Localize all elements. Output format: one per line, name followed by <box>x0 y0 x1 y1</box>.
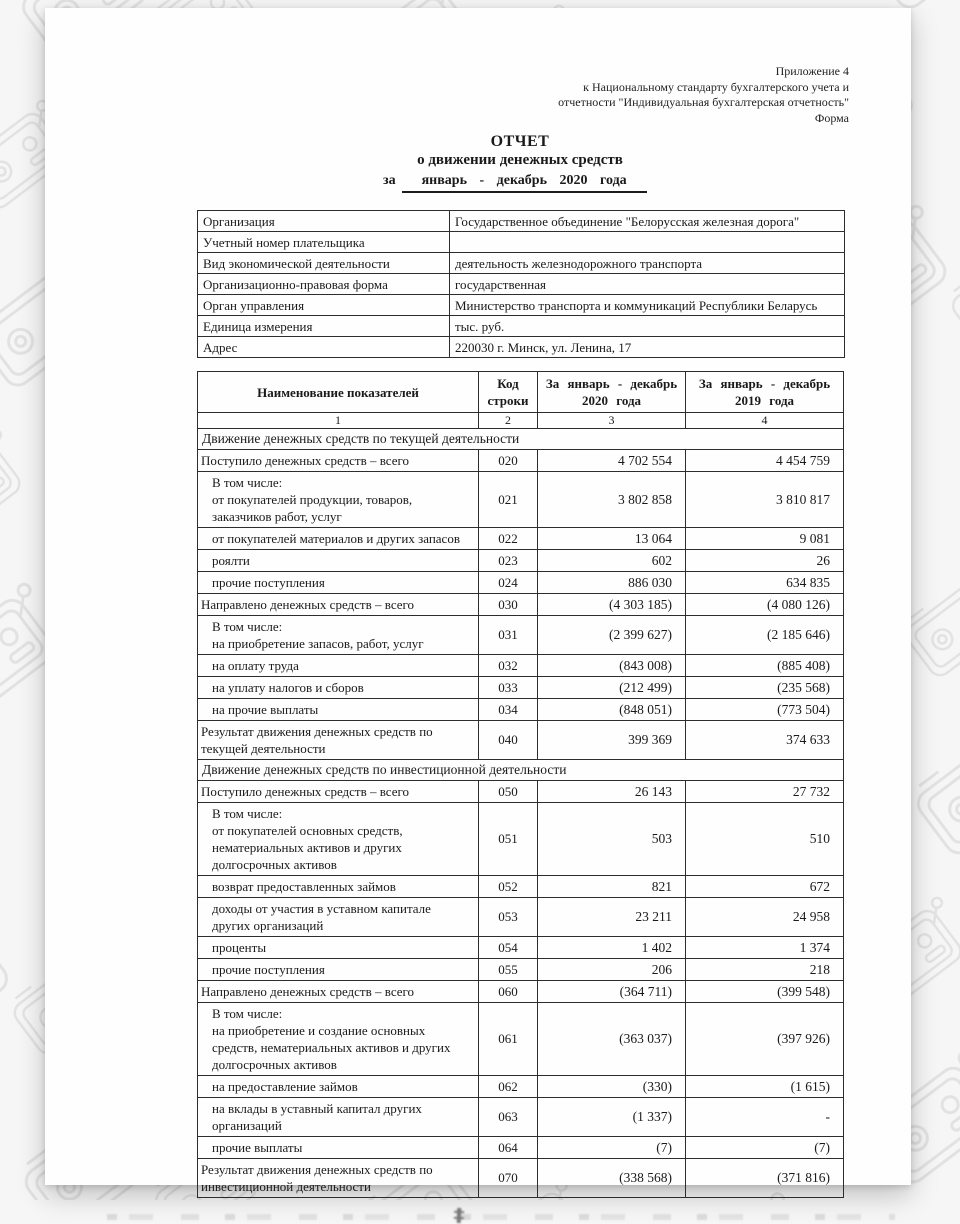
row-value-2019-cell: 3 810 817 <box>686 472 844 528</box>
row-name-cell <box>198 937 479 959</box>
row-value-2020-cell: 1 402 <box>538 937 686 959</box>
row-name-cell <box>198 550 479 572</box>
row-value-2019-cell: 9 081 <box>686 528 844 550</box>
org-info-value: тыс. руб. <box>450 316 845 337</box>
table-row <box>198 937 844 959</box>
col-number-2: 2 <box>479 413 538 429</box>
row-code-cell: 055 <box>479 959 538 981</box>
period-prefix: за <box>383 173 396 188</box>
row-name-line: Результат движения денежных средств по <box>201 724 433 739</box>
row-name-line: средств, нематериальных активов и других <box>212 1040 451 1055</box>
org-info-value: Государственное объединение "Белорусская железная дорога" <box>450 211 845 232</box>
row-name-line: прочие выплаты <box>212 1140 303 1155</box>
row-name-cell <box>198 1003 479 1076</box>
row-code-cell: 050 <box>479 781 538 803</box>
row-name-line: Направлено денежных средств – всего <box>201 597 415 612</box>
row-value-2020-cell: 821 <box>538 876 686 898</box>
document-subtitle: о движении денежных средств <box>417 152 623 168</box>
row-name-line: на оплату труда <box>212 658 299 673</box>
row-value-2020-cell: 399 369 <box>538 721 686 760</box>
row-value-2020-cell: 206 <box>538 959 686 981</box>
row-code-cell: 061 <box>479 1003 538 1076</box>
row-code-cell: 023 <box>479 550 538 572</box>
row-value-2019-cell: (397 926) <box>686 1003 844 1076</box>
row-value-2020-cell: (338 568) <box>538 1159 686 1198</box>
row-name-line: от покупателей материалов и других запасов <box>212 531 460 546</box>
row-value-2020-cell: 13 064 <box>538 528 686 550</box>
row-value-2020-cell: (364 711) <box>538 981 686 1003</box>
row-value-2019-cell: 218 <box>686 959 844 981</box>
row-name-line: на приобретение и создание основных <box>212 1023 426 1038</box>
table-row <box>198 721 844 760</box>
row-code-cell: 040 <box>479 721 538 760</box>
table-row <box>198 981 844 1003</box>
row-name-line: от покупателей основных средств, <box>212 823 403 838</box>
col-header-code <box>479 372 538 413</box>
row-value-2020-cell: (843 008) <box>538 655 686 677</box>
row-value-2019-cell: 510 <box>686 803 844 876</box>
scan-artifact-streaks <box>107 1214 895 1220</box>
row-name-cell <box>198 803 479 876</box>
row-name-cell <box>198 699 479 721</box>
row-name-line: на прочие выплаты <box>212 702 319 717</box>
org-info-label: Единица измерения <box>198 316 450 337</box>
annex-block <box>45 64 911 126</box>
table-row <box>198 572 844 594</box>
org-info-table <box>197 210 845 358</box>
row-code-cell: 030 <box>479 594 538 616</box>
row-code-cell: 063 <box>479 1098 538 1137</box>
row-name-cell <box>198 959 479 981</box>
row-value-2020-cell: 23 211 <box>538 898 686 937</box>
row-name-cell <box>198 677 479 699</box>
scan-artifact-mark <box>457 1208 462 1223</box>
row-name-line: Поступило денежных средств – всего <box>201 453 410 468</box>
table-row <box>198 677 844 699</box>
org-info-label: Адрес <box>198 337 450 358</box>
col-header-name: Наименование показателей <box>198 372 479 413</box>
table-row <box>198 1137 844 1159</box>
row-intro: В том числе: <box>212 1006 283 1021</box>
row-value-2019-cell: 26 <box>686 550 844 572</box>
section-row <box>198 429 844 450</box>
row-name-line: от покупателей продукции, товаров, <box>212 492 413 507</box>
row-value-2019-cell: (235 568) <box>686 677 844 699</box>
row-value-2020-cell: 602 <box>538 550 686 572</box>
row-value-2020-cell: (7) <box>538 1137 686 1159</box>
row-code-cell: 052 <box>479 876 538 898</box>
table-row <box>198 1076 844 1098</box>
section-label: Движение денежных средств по текущей деятельности <box>198 429 844 450</box>
col-number-3: 3 <box>538 413 686 429</box>
org-info-value: государственная <box>450 274 845 295</box>
org-info-value: Министерство транспорта и коммуникаций Республики Беларусь <box>450 295 845 316</box>
row-code-cell: 033 <box>479 677 538 699</box>
row-name-line: текущей деятельности <box>201 741 326 756</box>
row-value-2020-cell: 4 702 554 <box>538 450 686 472</box>
table-row <box>198 781 844 803</box>
row-name-line: на вклады в уставный капитал других <box>212 1101 422 1116</box>
row-value-2019-cell: 634 835 <box>686 572 844 594</box>
table-row <box>198 1159 844 1198</box>
col-header-code-line1: Код <box>497 376 519 391</box>
row-value-2019-cell: (371 816) <box>686 1159 844 1198</box>
cash-flow-table-body <box>198 429 844 1198</box>
row-code-cell: 022 <box>479 528 538 550</box>
row-name-line: возврат предоставленных займов <box>212 879 396 894</box>
report-period <box>383 171 911 193</box>
row-name-cell <box>198 594 479 616</box>
row-name-line: доходы от участия в уставном капитале <box>212 901 431 916</box>
column-numbering-row <box>198 413 844 429</box>
table-row <box>198 803 844 876</box>
row-name-cell <box>198 528 479 550</box>
row-value-2019-cell: (1 615) <box>686 1076 844 1098</box>
table-header-row <box>198 372 844 413</box>
row-name-cell <box>198 898 479 937</box>
row-code-cell: 031 <box>479 616 538 655</box>
row-value-2019-cell: (773 504) <box>686 699 844 721</box>
table-row <box>198 616 844 655</box>
org-info-label: Учетный номер плательщика <box>198 232 450 253</box>
row-code-cell: 062 <box>479 1076 538 1098</box>
row-value-2020-cell: (2 399 627) <box>538 616 686 655</box>
annex-line-2: к Национальному стандарту бухгалтерского учета и <box>583 79 849 94</box>
table-row <box>198 550 844 572</box>
row-name-line: Направлено денежных средств – всего <box>201 984 415 999</box>
row-value-2020-cell: 886 030 <box>538 572 686 594</box>
table-row <box>198 699 844 721</box>
period-value: январь - декабрь 2020 года <box>402 171 647 193</box>
org-info-row <box>198 337 845 358</box>
row-value-2020-cell: (848 051) <box>538 699 686 721</box>
row-name-cell <box>198 1137 479 1159</box>
col-header-2020-line2: 2020 года <box>581 393 642 408</box>
row-value-2020-cell: (212 499) <box>538 677 686 699</box>
row-name-line: Поступило денежных средств – всего <box>201 784 410 799</box>
row-value-2019-cell: (885 408) <box>686 655 844 677</box>
row-value-2019-cell: (2 185 646) <box>686 616 844 655</box>
row-value-2019-cell: 374 633 <box>686 721 844 760</box>
org-info-label: Организационно-правовая форма <box>198 274 450 295</box>
org-info-label: Вид экономической деятельности <box>198 253 450 274</box>
row-name-line: инвестиционной деятельности <box>201 1179 371 1194</box>
table-row <box>198 1098 844 1137</box>
section-row <box>198 760 844 781</box>
row-name-cell <box>198 981 479 1003</box>
row-code-cell: 021 <box>479 472 538 528</box>
row-intro: В том числе: <box>212 619 283 634</box>
col-number-4: 4 <box>686 413 844 429</box>
col-number-1: 1 <box>198 413 479 429</box>
row-name-line: других организаций <box>212 918 324 933</box>
row-name-cell <box>198 616 479 655</box>
row-value-2020-cell: (1 337) <box>538 1098 686 1137</box>
org-info-row <box>198 274 845 295</box>
row-name-line: на уплату налогов и сборов <box>212 680 364 695</box>
row-code-cell: 060 <box>479 981 538 1003</box>
row-name-line: прочие поступления <box>212 575 325 590</box>
form-label: Форма <box>814 110 849 125</box>
table-row <box>198 528 844 550</box>
row-name-line: нематериальных активов и других <box>212 840 402 855</box>
row-value-2020-cell: 503 <box>538 803 686 876</box>
row-value-2019-cell: (4 080 126) <box>686 594 844 616</box>
row-code-cell: 053 <box>479 898 538 937</box>
org-info-value: деятельность железнодорожного транспорта <box>450 253 845 274</box>
org-info-row <box>198 211 845 232</box>
org-info-row <box>198 253 845 274</box>
row-code-cell: 070 <box>479 1159 538 1198</box>
title-block <box>87 132 953 169</box>
row-name-line: организаций <box>212 1118 282 1133</box>
row-code-cell: 034 <box>479 699 538 721</box>
row-value-2020-cell: (330) <box>538 1076 686 1098</box>
table-row <box>198 594 844 616</box>
row-name-cell <box>198 1159 479 1198</box>
row-name-cell <box>198 472 479 528</box>
cash-flow-table <box>197 371 844 1198</box>
row-name-cell <box>198 781 479 803</box>
row-value-2019-cell: 4 454 759 <box>686 450 844 472</box>
org-info-label: Орган управления <box>198 295 450 316</box>
table-row <box>198 655 844 677</box>
row-name-line: долгосрочных активов <box>212 857 337 872</box>
row-name-line: на приобретение запасов, работ, услуг <box>212 636 424 651</box>
row-value-2020-cell: 3 802 858 <box>538 472 686 528</box>
org-info-row <box>198 295 845 316</box>
row-intro: В том числе: <box>212 475 283 490</box>
row-code-cell: 020 <box>479 450 538 472</box>
row-name-line: прочие поступления <box>212 962 325 977</box>
col-header-2019 <box>686 372 844 413</box>
org-info-row <box>198 316 845 337</box>
table-row <box>198 450 844 472</box>
org-info-value: 220030 г. Минск, ул. Ленина, 17 <box>450 337 845 358</box>
row-value-2019-cell: 1 374 <box>686 937 844 959</box>
row-name-line: заказчиков работ, услуг <box>212 509 342 524</box>
document-page <box>45 8 911 1194</box>
row-name-cell <box>198 1098 479 1137</box>
row-value-2020-cell: 26 143 <box>538 781 686 803</box>
row-code-cell: 064 <box>479 1137 538 1159</box>
annex-line-1: Приложение 4 <box>775 64 849 78</box>
row-value-2019-cell: 672 <box>686 876 844 898</box>
row-value-2019-cell: (7) <box>686 1137 844 1159</box>
org-info-table-body <box>198 211 845 358</box>
row-name-cell <box>198 572 479 594</box>
table-row <box>198 1003 844 1076</box>
row-code-cell: 054 <box>479 937 538 959</box>
row-code-cell: 024 <box>479 572 538 594</box>
table-row <box>198 472 844 528</box>
row-name-cell <box>198 721 479 760</box>
table-row <box>198 959 844 981</box>
row-name-cell <box>198 450 479 472</box>
org-info-row <box>198 232 845 253</box>
row-code-cell: 032 <box>479 655 538 677</box>
row-value-2019-cell: - <box>686 1098 844 1137</box>
row-name-line: роялти <box>212 553 250 568</box>
scan-artifact-strip <box>107 1210 895 1224</box>
row-value-2020-cell: (363 037) <box>538 1003 686 1076</box>
row-value-2019-cell: 27 732 <box>686 781 844 803</box>
col-header-2020-line1: За январь - декабрь <box>545 376 678 391</box>
row-name-line: Результат движения денежных средств по <box>201 1162 433 1177</box>
row-value-2019-cell: 24 958 <box>686 898 844 937</box>
row-value-2020-cell: (4 303 185) <box>538 594 686 616</box>
org-info-value <box>450 232 845 253</box>
row-name-line: проценты <box>212 940 267 955</box>
col-header-code-line2: строки <box>487 393 529 408</box>
row-code-cell: 051 <box>479 803 538 876</box>
row-value-2019-cell: (399 548) <box>686 981 844 1003</box>
org-info-label: Организация <box>198 211 450 232</box>
annex-line-3: отчетности "Индивидуальная бухгалтерская отчетность" <box>558 95 849 109</box>
row-name-cell <box>198 655 479 677</box>
section-label: Движение денежных средств по инвестиционной деятельности <box>198 760 844 781</box>
col-header-2019-line1: За январь - декабрь <box>698 376 831 391</box>
document-title: ОТЧЕТ <box>490 133 550 150</box>
table-row <box>198 898 844 937</box>
table-row <box>198 876 844 898</box>
row-name-line: на предоставление займов <box>212 1079 358 1094</box>
col-header-2020 <box>538 372 686 413</box>
col-header-2019-line2: 2019 года <box>734 393 795 408</box>
row-intro: В том числе: <box>212 806 283 821</box>
row-name-cell <box>198 876 479 898</box>
row-name-line: долгосрочных активов <box>212 1057 337 1072</box>
row-name-cell <box>198 1076 479 1098</box>
